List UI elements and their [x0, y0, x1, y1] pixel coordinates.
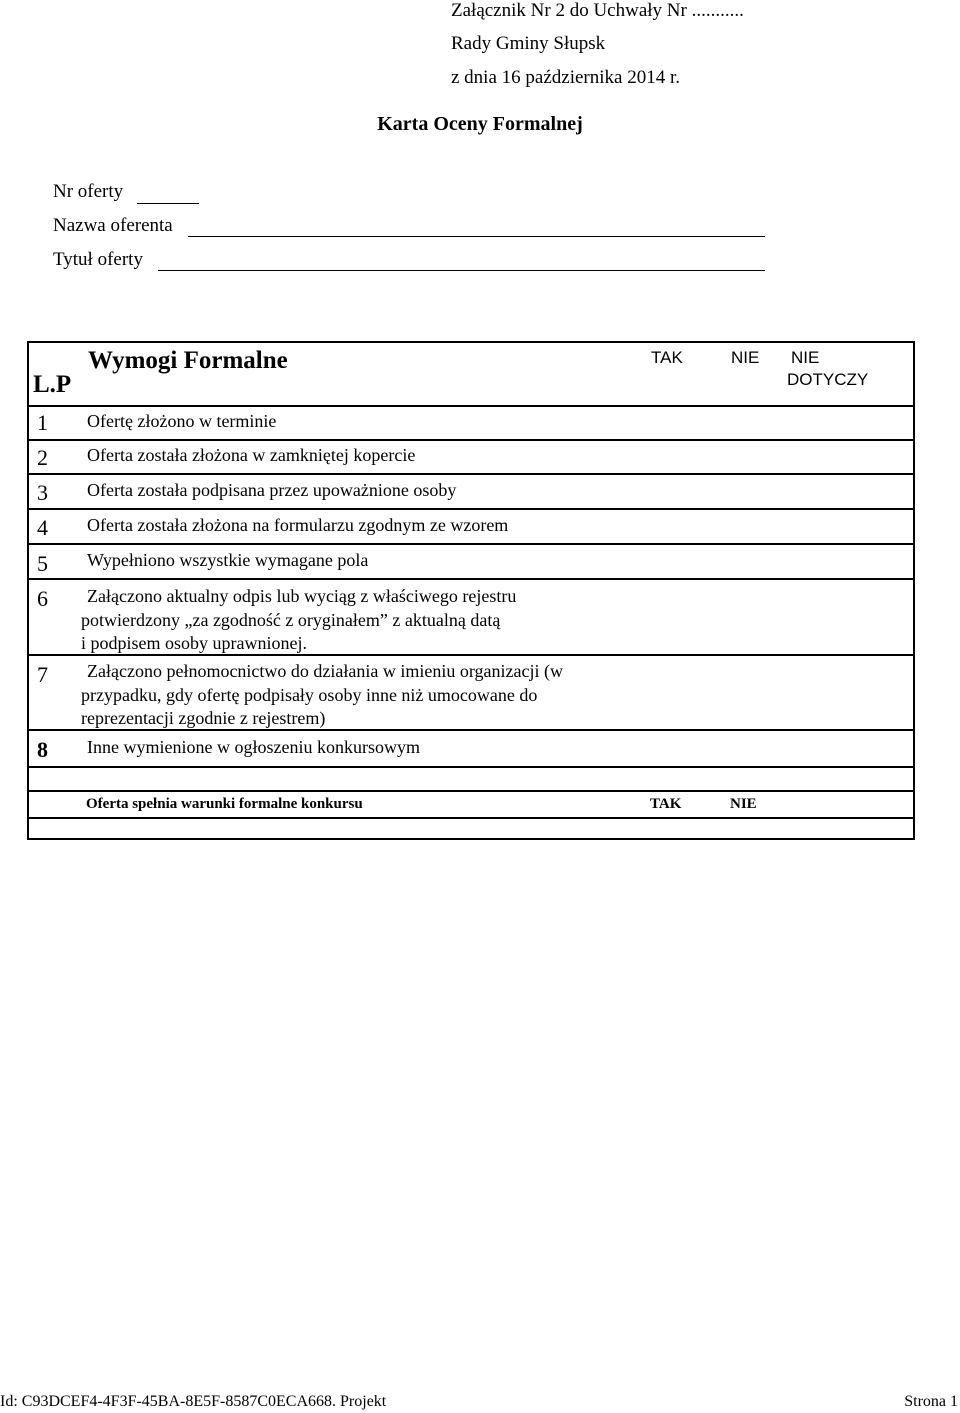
row-number: 6: [37, 586, 48, 611]
tytul-oferty-field[interactable]: [158, 270, 765, 271]
row-divider: [27, 473, 915, 475]
summary-tak[interactable]: TAK: [650, 796, 682, 812]
council-line: Rady Gminy Słupsk: [451, 33, 606, 54]
row-text: Oferta została podpisana przez upoważnione osoby: [87, 480, 457, 500]
nr-oferty-field[interactable]: [137, 203, 199, 204]
col-tak-header: TAK: [651, 348, 683, 367]
summary-nie[interactable]: NIE: [730, 796, 757, 812]
row-number: 4: [37, 515, 48, 540]
table-border-top: [27, 341, 915, 343]
row-text-line: i podpisem osoby uprawnionej.: [81, 633, 307, 653]
lp-header: L.P: [33, 371, 72, 398]
row-number: 8: [37, 737, 48, 762]
nazwa-oferenta-label: Nazwa oferenta: [53, 215, 173, 236]
row-number: 7: [37, 662, 48, 687]
row-text-line: potwierdzony „za zgodność z oryginałem” z aktualną datą: [81, 610, 501, 630]
row-text: Wypełniono wszystkie wymagane pola: [87, 550, 369, 570]
date-line: z dnia 16 października 2014 r.: [451, 67, 680, 88]
page-title: Karta Oceny Formalnej: [377, 113, 583, 135]
row-divider: [27, 766, 915, 768]
col-nie-dotyczy-header-1: NIE: [791, 348, 820, 367]
row-divider: [27, 508, 915, 510]
row-number: 5: [37, 551, 48, 576]
annex-line: Załącznik Nr 2 do Uchwały Nr ...........: [451, 0, 744, 21]
row-divider: [27, 578, 915, 580]
row-divider: [27, 405, 915, 407]
row-text-line: przypadku, gdy ofertę podpisały osoby inne niż umocowane do: [81, 685, 538, 705]
row-number: 3: [37, 480, 48, 505]
row-divider: [27, 439, 915, 441]
row-text: Ofertę złożono w terminie: [87, 411, 277, 431]
row-number: 1: [37, 410, 48, 435]
row-divider: [27, 790, 915, 792]
row-number: 2: [37, 445, 48, 470]
requirements-header: Wymogi Formalne: [88, 347, 288, 374]
row-text-line: Załączono aktualny odpis lub wyciąg z właściwego rejestru: [87, 586, 517, 606]
table-border-right: [913, 341, 915, 839]
col-nie-header: NIE: [731, 348, 760, 367]
summary-label: Oferta spełnia warunki formalne konkursu: [86, 796, 363, 812]
row-divider: [27, 543, 915, 545]
page-number: Strona 1: [904, 1393, 958, 1410]
row-text-line: Załączono pełnomocnictwo do działania w imieniu organizacji (w: [87, 661, 563, 681]
nr-oferty-label: Nr oferty: [53, 181, 124, 202]
row-text: Inne wymienione w ogłoszeniu konkursowym: [87, 737, 420, 757]
row-text: Oferta została złożona na formularzu zgodnym ze wzorem: [87, 515, 509, 535]
document-id: Id: C93DCEF4-4F3F-45BA-8E5F-8587C0ECA668. Projekt: [0, 1393, 387, 1410]
table-border-left: [27, 341, 29, 839]
row-text-line: reprezentacji zgodnie z rejestrem): [81, 708, 326, 728]
nazwa-oferenta-field[interactable]: [188, 236, 765, 237]
col-nie-dotyczy-header-2: DOTYCZY: [787, 370, 869, 389]
row-divider: [27, 817, 915, 819]
table-border-bottom: [27, 838, 915, 840]
row-text: Oferta została złożona w zamkniętej kopercie: [87, 445, 416, 465]
tytul-oferty-label: Tytuł oferty: [53, 249, 143, 270]
